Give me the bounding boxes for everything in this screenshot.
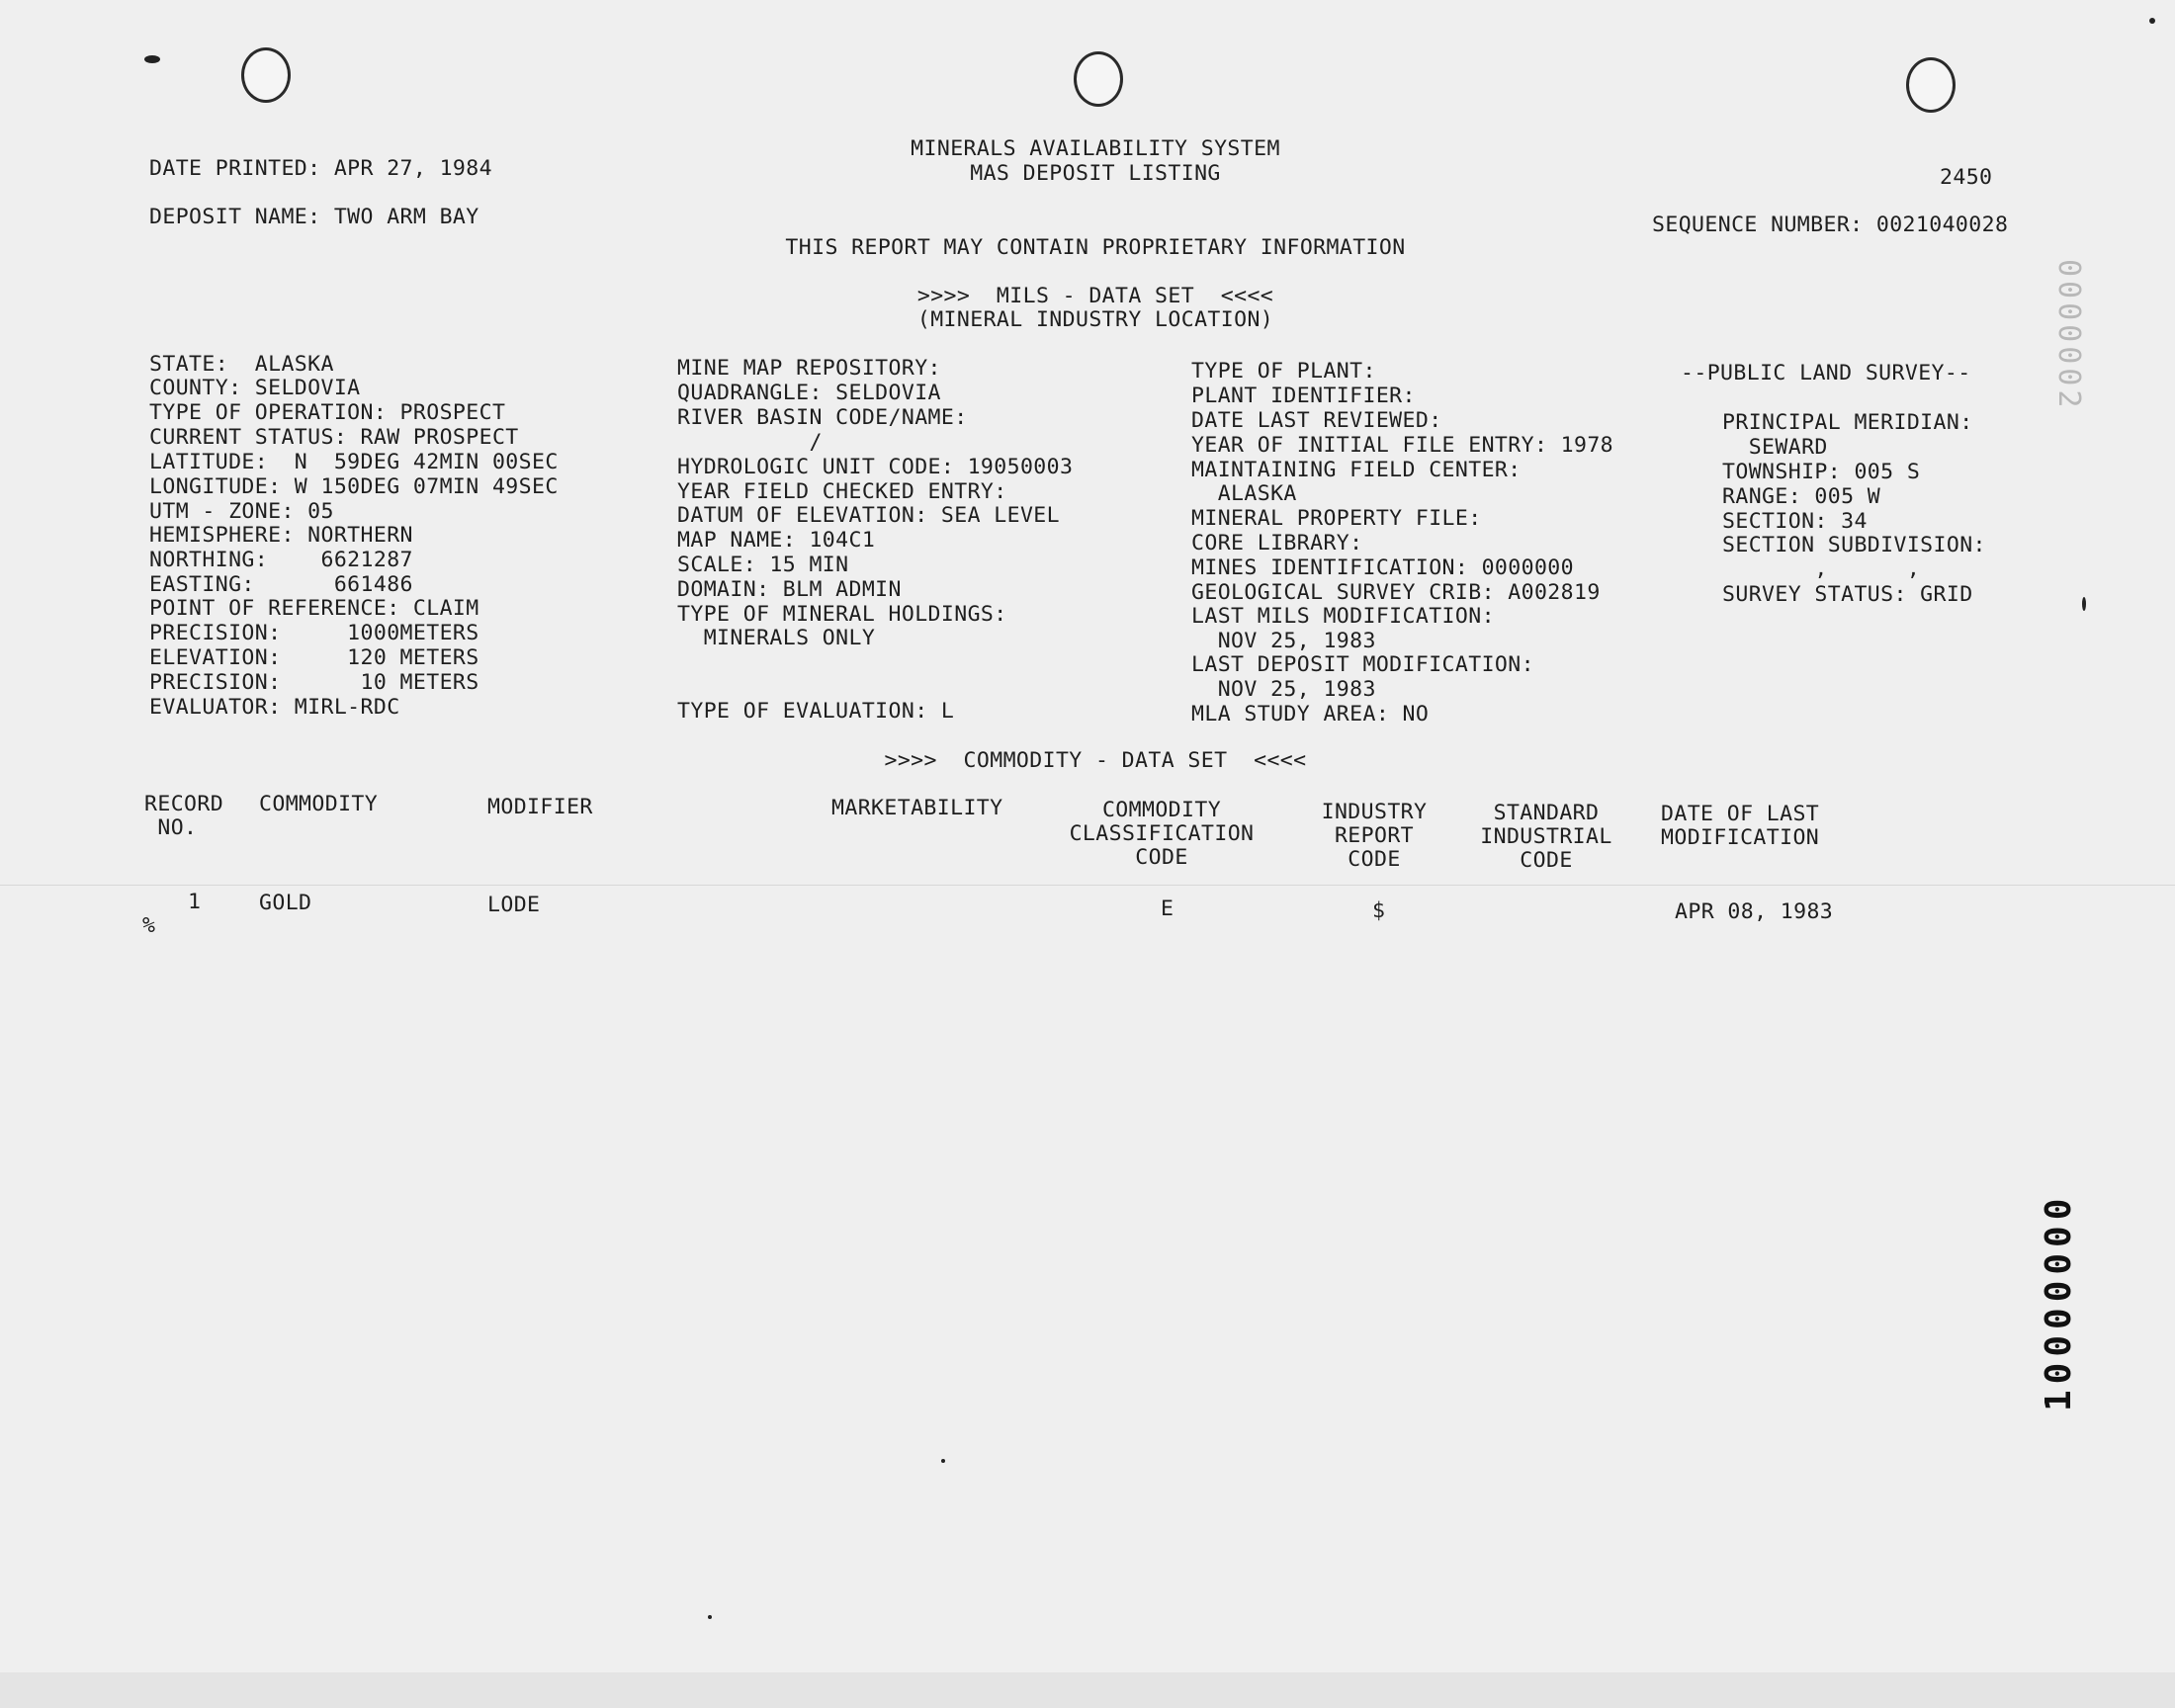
datum-of-elevation-field: DATUM OF ELEVATION: SEA LEVEL [677,503,1060,528]
date-last-reviewed-field: DATE LAST REVIEWED: [1191,408,1442,433]
punch-hole-center [1074,51,1123,107]
page-number: 2450 [1940,165,1993,190]
type-of-evaluation-field: TYPE OF EVALUATION: L [677,699,955,724]
river-basin-value: / [677,430,823,455]
listing-title: MAS DEPOSIT LISTING [970,161,1221,186]
utm-zone-field: UTM - ZONE: 05 [149,499,334,524]
field-center-value: ALASKA [1191,481,1297,506]
header-modifier: MODIFIER [487,795,593,819]
punch-hole-left [241,47,291,103]
sequence-number: SEQUENCE NUMBER: 0021040028 [1652,213,2009,237]
commodity-section-title: >>>> COMMODITY - DATA SET <<<< [884,748,1307,773]
system-title: MINERALS AVAILABILITY SYSTEM [911,136,1280,161]
last-deposit-modification-value: NOV 25, 1983 [1191,677,1376,702]
scan-border [0,1672,2175,1708]
section-field: SECTION: 34 [1722,509,1868,534]
county-field: COUNTY: SELDOVIA [149,376,361,400]
header-record-no: RECORD NO. [144,792,224,840]
header-commodity: COMMODITY [259,792,379,816]
header-industrial-code: STANDARD INDUSTRIAL CODE [1480,801,1612,873]
mineral-holdings-field: TYPE OF MINERAL HOLDINGS: [677,602,1007,627]
date-printed: DATE PRINTED: APR 27, 1984 [149,156,492,181]
plant-identifier-field: PLANT IDENTIFIER: [1191,384,1416,408]
longitude-field: LONGITUDE: W 150DEG 07MIN 49SEC [149,474,559,499]
mineral-property-file-field: MINERAL PROPERTY FILE: [1191,506,1482,531]
map-name-field: MAP NAME: 104C1 [677,528,876,553]
elevation-precision-field: PRECISION: 10 METERS [149,670,479,695]
scan-line [0,885,2175,886]
last-mils-modification-field: LAST MILS MODIFICATION: [1191,604,1495,629]
proprietary-notice: THIS REPORT MAY CONTAIN PROPRIETARY INFORMATION [785,235,1406,260]
year-initial-entry-field: YEAR OF INITIAL FILE ENTRY: 1978 [1191,433,1614,458]
ink-speck [708,1615,712,1619]
ink-speck [2149,18,2155,24]
row-modifier: LODE [487,893,541,917]
mils-section-subtitle: (MINERAL INDUSTRY LOCATION) [916,307,1274,332]
row-date-last-modification: APR 08, 1983 [1675,899,1834,924]
principal-meridian-value: SEWARD [1722,435,1828,460]
current-status-field: CURRENT STATUS: RAW PROSPECT [149,425,519,450]
hemisphere-field: HEMISPHERE: NORTHERN [149,523,413,548]
quadrangle-field: QUADRANGLE: SELDOVIA [677,381,941,405]
elevation-field: ELEVATION: 120 METERS [149,645,479,670]
header-classification-code: COMMODITY CLASSIFICATION CODE [1069,798,1255,870]
public-land-survey-heading: --PUBLIC LAND SURVEY-- [1681,361,1971,385]
stamp-bottom-right: 10000000 [2039,1192,2079,1411]
header-industry-report-code: INDUSTRY REPORT CODE [1321,800,1428,872]
mine-map-repository-field: MINE MAP REPOSITORY: [677,356,941,381]
last-mils-modification-value: NOV 25, 1983 [1191,629,1376,653]
survey-status-field: SURVEY STATUS: GRID [1722,582,1973,607]
state-field: STATE: ALASKA [149,352,334,377]
domain-field: DOMAIN: BLM ADMIN [677,577,902,602]
row-record-no: 1 [188,890,202,914]
mils-section-title: >>>> MILS - DATA SET <<<< [916,284,1274,308]
evaluator-field: EVALUATOR: MIRL-RDC [149,695,400,720]
row-industry-report-code: $ [1372,898,1386,923]
row-commodity: GOLD [259,891,312,915]
section-subdivision-value: , , [1722,556,1921,581]
section-subdivision-field: SECTION SUBDIVISION: [1722,533,1986,557]
latitude-field: LATITUDE: N 59DEG 42MIN 00SEC [149,450,559,474]
year-field-checked-field: YEAR FIELD CHECKED ENTRY: [677,479,1007,504]
operation-type-field: TYPE OF OPERATION: PROSPECT [149,400,506,425]
type-of-plant-field: TYPE OF PLANT: [1191,359,1376,384]
range-field: RANGE: 005 W [1722,484,1881,509]
header-date-last-modification: DATE OF LAST MODIFICATION [1661,802,1820,850]
scale-field: SCALE: 15 MIN [677,553,849,577]
row-mark: % [142,913,156,938]
mineral-holdings-value: MINERALS ONLY [677,626,876,650]
mines-identification-field: MINES IDENTIFICATION: 0000000 [1191,555,1574,580]
row-classification-code: E [1161,897,1174,921]
northing-field: NORTHING: 6621287 [149,548,413,572]
last-deposit-modification-field: LAST DEPOSIT MODIFICATION: [1191,652,1534,677]
punch-hole-right [1906,57,1956,113]
point-of-reference-field: POINT OF REFERENCE: CLAIM [149,596,479,621]
easting-field: EASTING: 661486 [149,572,413,597]
township-field: TOWNSHIP: 005 S [1722,460,1921,484]
ink-speck [941,1459,945,1463]
header-marketability: MARKETABILITY [831,796,1003,820]
mla-study-area-field: MLA STUDY AREA: NO [1191,702,1430,726]
stamp-top-right: 0000002 [2051,259,2086,412]
principal-meridian-field: PRINCIPAL MERIDIAN: [1722,410,1973,435]
core-library-field: CORE LIBRARY: [1191,531,1363,555]
river-basin-field: RIVER BASIN CODE/NAME: [677,405,968,430]
field-center-field: MAINTAINING FIELD CENTER: [1191,458,1522,482]
ink-speck [2082,597,2086,611]
ink-speck [144,55,160,63]
deposit-name: DEPOSIT NAME: TWO ARM BAY [149,205,479,229]
precision-field: PRECISION: 1000METERS [149,621,479,645]
geological-survey-crib-field: GEOLOGICAL SURVEY CRIB: A002819 [1191,580,1601,605]
hydrologic-unit-field: HYDROLOGIC UNIT CODE: 19050003 [677,455,1074,479]
